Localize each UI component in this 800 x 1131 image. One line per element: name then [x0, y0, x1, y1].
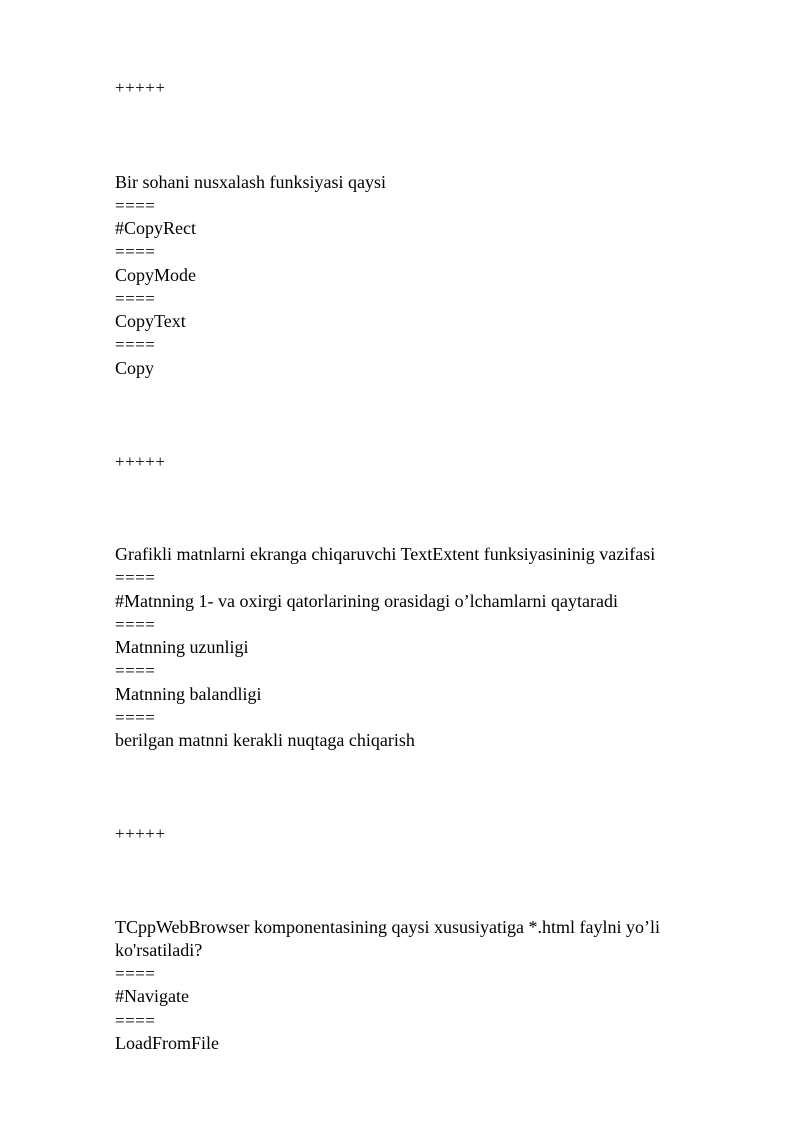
separator: ====	[115, 568, 156, 587]
answer-option: Copy	[115, 358, 155, 378]
answer-option: #CopyRect	[115, 218, 196, 238]
separator: ====	[115, 1011, 156, 1030]
separator: ====	[115, 615, 156, 634]
question-text-continuation: ko'rsatiladi?	[115, 940, 203, 960]
answer-option: berilgan matnni kerakli nuqtaga chiqarish	[115, 730, 415, 750]
separator: ====	[115, 964, 156, 983]
answer-option: CopyMode	[115, 265, 196, 285]
answer-option: #Navigate	[115, 986, 189, 1006]
question-text: TCppWebBrowser komponentasining qaysi xususiyatiga *.html faylni yo’li	[115, 917, 660, 937]
block-delimiter: +++++	[115, 78, 166, 97]
separator: ====	[115, 196, 156, 215]
block-delimiter: +++++	[115, 452, 166, 471]
question-text: Bir sohani nusxalash funksiyasi qaysi	[115, 172, 386, 192]
answer-option: CopyText	[115, 311, 186, 331]
answer-option: Matnning uzunligi	[115, 637, 249, 657]
answer-option: Matnning balandligi	[115, 684, 262, 704]
separator: ====	[115, 661, 156, 680]
separator: ====	[115, 708, 156, 727]
separator: ====	[115, 289, 156, 308]
separator: ====	[115, 242, 156, 261]
question-text: Grafikli matnlarni ekranga chiqaruvchi TextExtent funksiyasininig vazifasi	[115, 544, 656, 564]
block-delimiter: +++++	[115, 824, 166, 843]
separator: ====	[115, 335, 156, 354]
answer-option: LoadFromFile	[115, 1033, 219, 1053]
answer-option: #Matnning 1- va oxirgi qatorlarining orasidagi o’lchamlarni qaytaradi	[115, 591, 619, 611]
